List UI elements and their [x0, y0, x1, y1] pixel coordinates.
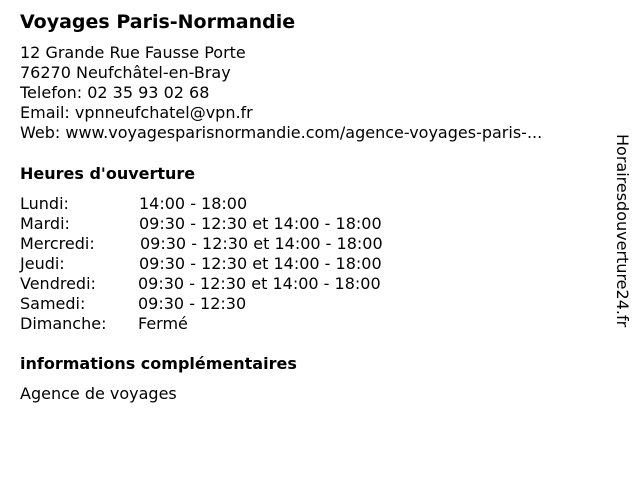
day-hours: Fermé: [138, 314, 188, 333]
day-label: Jeudi:: [20, 254, 65, 273]
day-hours: 09:30 - 12:30 et 14:00 - 18:00: [139, 214, 382, 233]
address-city: 76270 Neufchâtel-en-Bray: [20, 63, 231, 82]
day-hours: 09:30 - 12:30 et 14:00 - 18:00: [139, 254, 382, 273]
day-hours: 09:30 - 12:30: [138, 294, 247, 313]
day-hours: 14:00 - 18:00: [139, 194, 248, 213]
additional-info-heading: informations complémentaires: [20, 354, 297, 373]
day-label: Lundi:: [20, 194, 69, 213]
day-label: Mercredi:: [20, 234, 95, 253]
day-label: Mardi:: [20, 214, 70, 233]
contact-block: [20, 43, 542, 143]
day-label: Samedi:: [20, 294, 86, 313]
opening-hours-heading: Heures d'ouverture: [20, 164, 196, 183]
day-label: Vendredi:: [20, 274, 96, 293]
business-category: Agence de voyages: [20, 384, 177, 403]
day-hours: 09:30 - 12:30 et 14:00 - 18:00: [138, 274, 381, 293]
day-hours: 09:30 - 12:30 et 14:00 - 18:00: [140, 234, 383, 253]
business-name: Voyages Paris-Normandie: [20, 11, 296, 33]
email-address: Email: vpnneufchatel@vpn.fr: [20, 103, 253, 122]
website-link[interactable]: Web: www.voyagesparisnormandie.com/agence-voyages-paris-...: [20, 123, 543, 142]
site-watermark: Horairesdouverture24.fr: [613, 134, 632, 328]
address-street: 12 Grande Rue Fausse Porte: [20, 43, 246, 62]
phone-number: Telefon: 02 35 93 02 68: [20, 83, 210, 102]
day-label: Dimanche:: [20, 314, 107, 333]
